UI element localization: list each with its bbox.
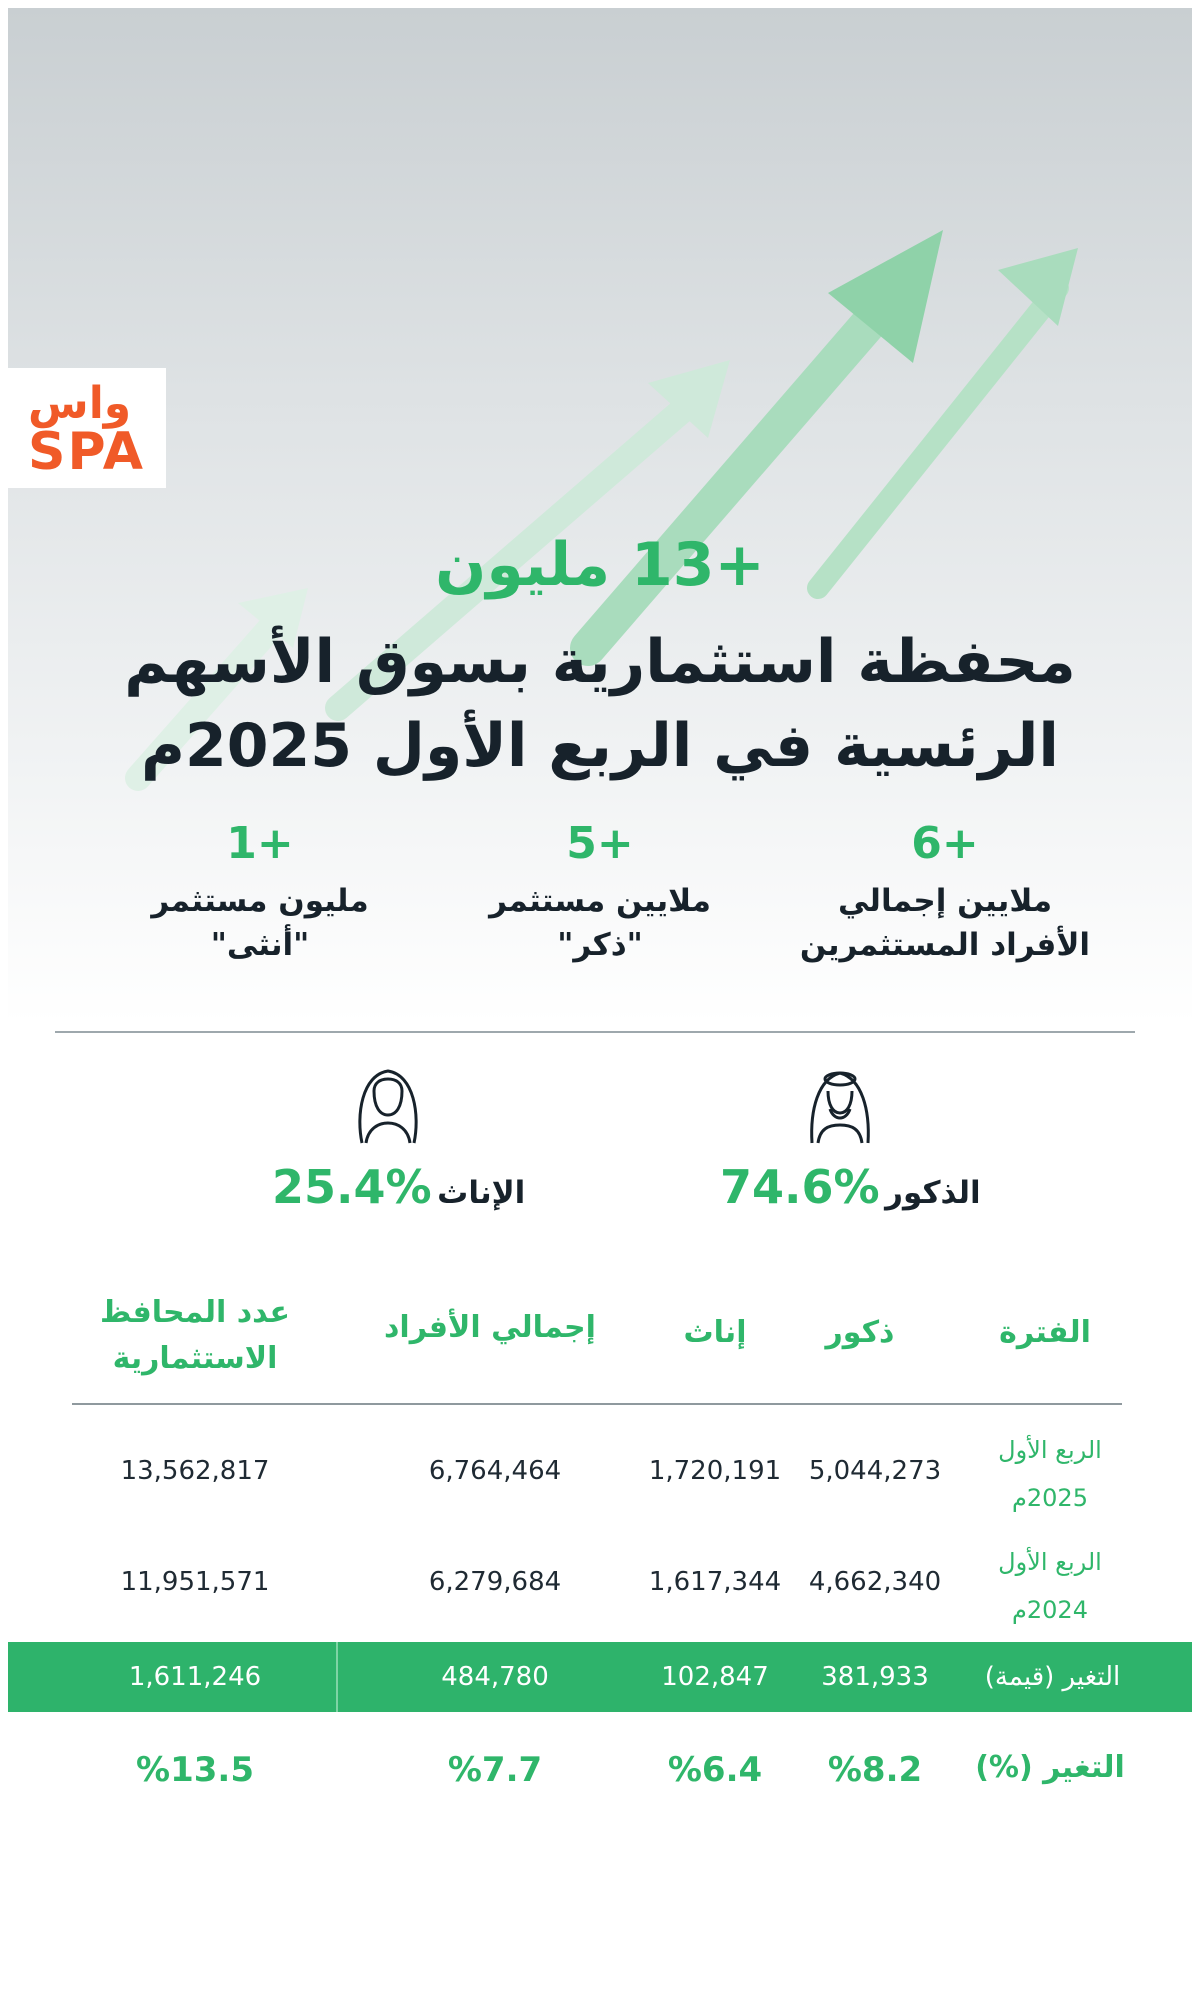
- stat-male-investors: [440, 818, 760, 967]
- row-period-line1: الربع الأول: [998, 1548, 1102, 1576]
- change-value-males: 381,933: [821, 1662, 929, 1692]
- change-pct-males: %8.2: [827, 1750, 923, 1790]
- section-divider: [55, 1031, 1135, 1033]
- stat-label: [100, 879, 420, 967]
- col-header-males: ذكور: [825, 1315, 895, 1350]
- stat-number: +1: [226, 818, 294, 869]
- stat-label-line2: الأفراد المستثمرين: [799, 927, 1091, 963]
- change-value-females: 102,847: [661, 1662, 769, 1692]
- stat-label-line1: ملايين إجمالي: [837, 883, 1053, 919]
- stat-female-investors: [100, 818, 420, 967]
- stat-label-line1: مليون مستثمر: [151, 883, 369, 919]
- col-header-portfolios: [80, 1290, 310, 1382]
- headline-title-line1: محفظة استثمارية بسوق الأسهم: [124, 627, 1076, 697]
- female-icon: [350, 1065, 426, 1147]
- cell-portfolios: 11,951,571: [120, 1567, 270, 1597]
- logo-arabic-text: واس: [28, 378, 132, 429]
- cell-females: 1,617,344: [648, 1567, 782, 1597]
- stat-label-line1: ملايين مستثمر: [489, 883, 711, 919]
- stat-label-line2: "ذكر": [557, 927, 643, 963]
- female-share-value: %25.4: [272, 1160, 432, 1214]
- change-pct-label: التغير (%): [975, 1750, 1125, 1785]
- stat-label: [440, 879, 760, 967]
- col-header-portfolios-line2: الاستثمارية: [112, 1341, 278, 1376]
- stat-label: [785, 879, 1105, 967]
- col-header-total-individuals: إجمالي الأفراد: [384, 1310, 596, 1345]
- stat-total-investors: [785, 818, 1105, 967]
- row-period: [970, 1426, 1130, 1522]
- cell-portfolios: 13,562,817: [120, 1456, 270, 1486]
- headline-figure: +13 مليون: [435, 530, 765, 600]
- row-period-line1: الربع الأول: [998, 1436, 1102, 1464]
- change-pct-total: %7.7: [447, 1750, 543, 1790]
- cell-total: 6,279,684: [428, 1567, 562, 1597]
- male-share-label: الذكور: [885, 1175, 981, 1211]
- headline-title-line2: الرئسية في الربع الأول 2025م: [141, 711, 1059, 781]
- change-value-portfolios: 1,611,246: [128, 1662, 262, 1692]
- row-period-line2: 2024م: [1012, 1596, 1088, 1624]
- cell-total: 6,764,464: [428, 1456, 562, 1486]
- row-period-line2: 2025م: [1012, 1484, 1088, 1512]
- change-pct-portfolios: %13.5: [136, 1750, 254, 1790]
- table-header-divider: [72, 1403, 1122, 1405]
- male-icon: [800, 1065, 880, 1147]
- col-header-period: الفترة: [999, 1315, 1091, 1350]
- change-pct-females: %6.4: [667, 1750, 763, 1790]
- stat-number: +6: [911, 818, 979, 869]
- cell-females: 1,720,191: [648, 1456, 782, 1486]
- change-row-separator: [336, 1642, 338, 1712]
- col-header-females: إناث: [683, 1315, 747, 1350]
- col-header-portfolios-line1: عدد المحافظ: [100, 1295, 290, 1330]
- headline-title: [0, 620, 1200, 788]
- female-share: [272, 1160, 525, 1214]
- female-share-label: الإناث: [437, 1175, 526, 1211]
- stat-label-line2: "أنثى": [210, 927, 310, 963]
- stat-number: +5: [566, 818, 634, 869]
- spa-logo: [8, 368, 166, 488]
- male-share: [720, 1160, 981, 1214]
- row-period: [970, 1538, 1130, 1634]
- change-value-label: التغير (قيمة): [984, 1662, 1121, 1692]
- cell-males: 5,044,273: [808, 1456, 942, 1486]
- logo-latin-text: SPA: [28, 422, 146, 482]
- change-value-total: 484,780: [441, 1662, 549, 1692]
- cell-males: 4,662,340: [808, 1567, 942, 1597]
- male-share-value: %74.6: [720, 1160, 880, 1214]
